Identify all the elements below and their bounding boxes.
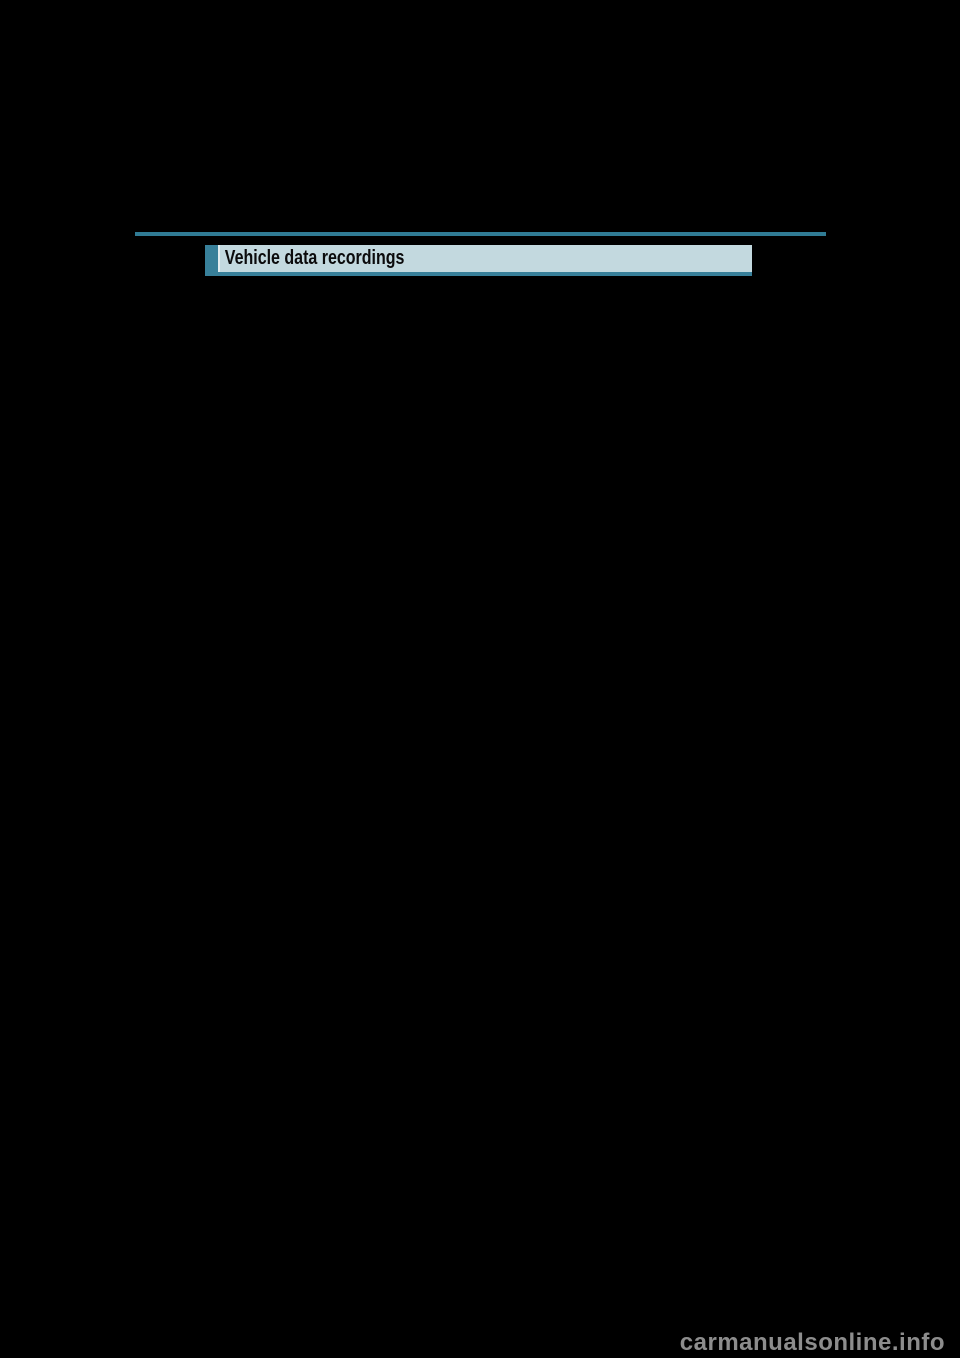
section-header-body <box>220 245 752 272</box>
section-title: Vehicle data recordings <box>224 247 405 269</box>
section-header-bottom-edge <box>205 272 752 276</box>
section-header-bar <box>205 245 752 276</box>
section-divider-rule <box>135 232 826 236</box>
watermark-text: carmanualsonline.info <box>679 1329 945 1356</box>
